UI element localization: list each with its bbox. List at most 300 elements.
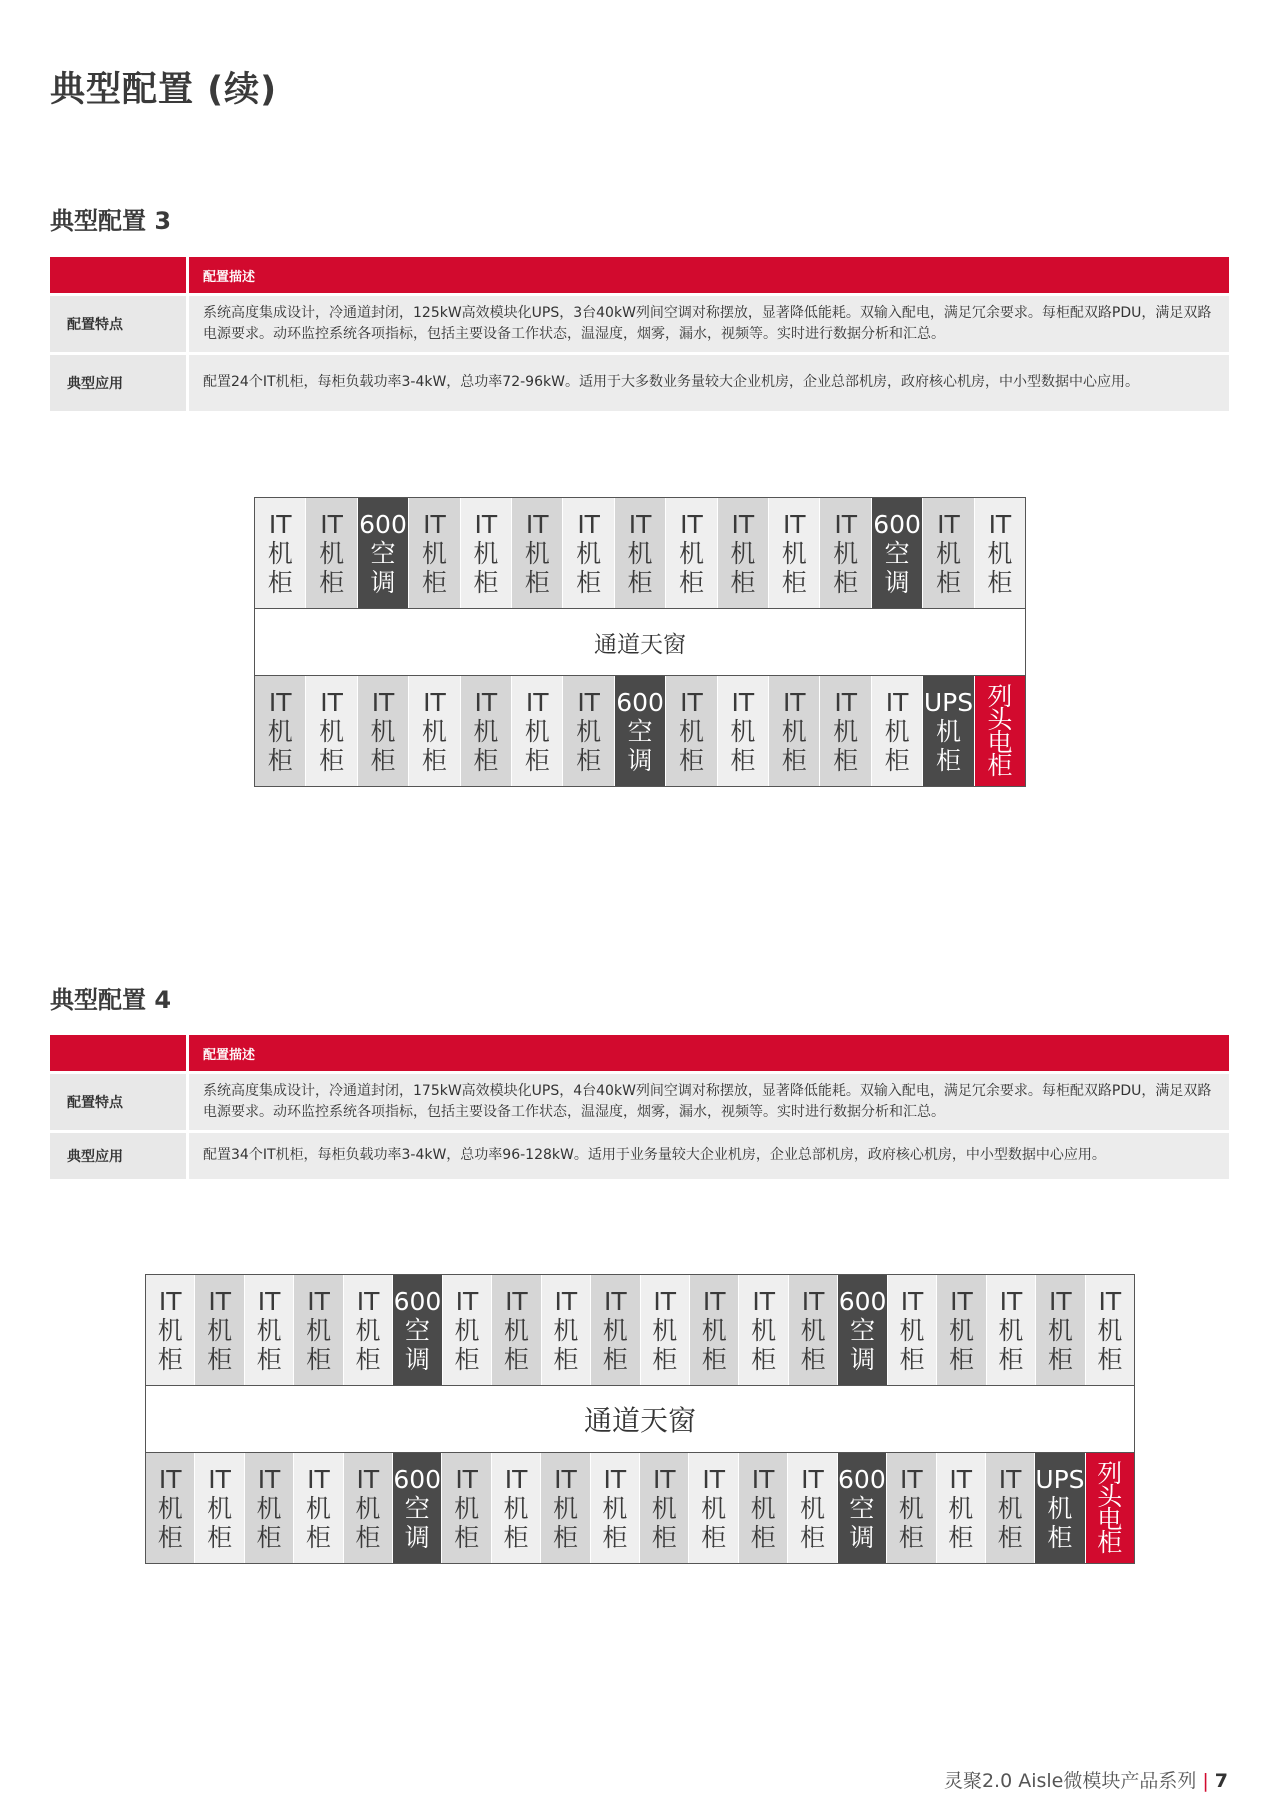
it-cabinet	[739, 1453, 788, 1563]
cabinet-label-line: IT	[525, 509, 549, 539]
cabinet-label-line: IT	[680, 687, 703, 717]
it-cabinet	[358, 676, 409, 786]
cabinet-label-line: 柜	[454, 1522, 480, 1552]
cabinet-label-line: IT	[603, 1286, 627, 1316]
cabinet-label-line: 柜	[678, 567, 704, 597]
cabinet-label-line: 柜	[319, 745, 345, 775]
cabinet-label-line: 柜	[998, 1344, 1024, 1374]
it-cabinet	[1086, 1275, 1134, 1385]
page-footer	[944, 1766, 1228, 1793]
cabinet-label-line: 调	[849, 1522, 875, 1552]
row-label-features: 配置特点	[50, 1074, 186, 1130]
cabinet-label-line: IT	[702, 1286, 726, 1316]
cabinet-label-line: 机	[627, 538, 653, 568]
cabinet-label-line: 机	[899, 1315, 925, 1345]
cabinet-label-line: 柜	[256, 1522, 282, 1552]
cabinet-label-line: 600	[838, 1464, 886, 1494]
it-cabinet	[591, 1453, 640, 1563]
cabinet-label-line: 柜	[207, 1522, 233, 1552]
cabinet-label-line: 柜	[751, 1344, 777, 1374]
cabinet-label-line: IT	[268, 509, 292, 539]
it-cabinet	[666, 498, 717, 608]
it-cabinet	[409, 498, 460, 608]
ac-unit-cabinet	[838, 1453, 887, 1563]
cabinet-label-line: 空	[850, 1315, 876, 1345]
cabinet-label-line: 机	[997, 1493, 1023, 1523]
cabinet-label-line: 空	[884, 538, 910, 568]
cabinet-label-line: IT	[455, 1286, 479, 1316]
cabinet-label-line: 柜	[602, 1522, 628, 1552]
ac-unit-cabinet	[358, 498, 409, 608]
cabinet-label-line: 空	[849, 1493, 875, 1523]
cabinet-label-line: 机	[701, 1315, 727, 1345]
cabinet-label-line: 柜	[800, 1344, 826, 1374]
cabinet-label-line: 柜	[627, 567, 653, 597]
cabinet-label-line: 机	[421, 538, 447, 568]
cabinet-label-line: IT	[320, 687, 343, 717]
cabinet-label-line: 柜	[833, 745, 859, 775]
it-cabinet	[245, 1275, 294, 1385]
it-cabinet	[409, 676, 460, 786]
cabinet-label-line: 柜	[899, 1344, 925, 1374]
cabinet-row-bottom	[146, 1453, 1134, 1563]
cabinet-label-line: IT	[885, 687, 909, 717]
section-title-config4: 典型配置 4	[50, 986, 172, 1014]
ac-unit-cabinet	[615, 676, 666, 786]
cabinet-label-line: 柜	[503, 1344, 529, 1374]
cabinet-label-line: IT	[307, 1286, 330, 1316]
cabinet-label-line: 机	[576, 538, 602, 568]
cabinet-label-line: 机	[1097, 1315, 1123, 1345]
cabinet-label-line: 机	[678, 538, 704, 568]
cabinet-label-line: IT	[834, 687, 857, 717]
cabinet-label-line: 柜	[524, 745, 550, 775]
cabinet-label-line: 柜	[370, 745, 396, 775]
cabinet-label-line: IT	[731, 687, 755, 717]
cabinet-label-line: 柜	[306, 1344, 332, 1374]
table-header-label: 配置描述	[189, 257, 1229, 293]
cabinet-label-line: 柜	[799, 1522, 825, 1552]
cabinet-label-line: 机	[454, 1315, 480, 1345]
cabinet-label-line: 调	[404, 1344, 430, 1374]
cabinet-label-line: 列	[987, 682, 1013, 711]
aisle-skylight: 通道天窗	[146, 1385, 1134, 1453]
cabinet-label-line: IT	[577, 509, 600, 539]
cabinet-label-line: 电	[987, 728, 1013, 757]
cabinet-row-top	[146, 1275, 1134, 1385]
cabinet-label-line: 柜	[781, 567, 807, 597]
cabinet-label-line: IT	[900, 1286, 924, 1316]
it-cabinet	[987, 1275, 1036, 1385]
cabinet-label-line: 机	[998, 1315, 1024, 1345]
cabinet-label-line: 柜	[355, 1344, 381, 1374]
it-cabinet	[563, 676, 614, 786]
cabinet-label-line: 机	[421, 716, 447, 746]
cabinet-label-line: 柜	[997, 1522, 1023, 1552]
it-cabinet	[615, 498, 666, 608]
cabinet-label-line: 机	[935, 538, 961, 568]
cabinet-label-line: IT	[801, 1464, 824, 1494]
cabinet-label-line: 机	[552, 1493, 578, 1523]
table-header-blank	[50, 1035, 186, 1071]
cabinet-label-line: IT	[702, 1464, 725, 1494]
it-cabinet	[541, 1453, 590, 1563]
config3-floor-layout	[254, 497, 1026, 787]
row-label-application: 典型应用	[50, 1133, 186, 1179]
cabinet-label-line: IT	[731, 509, 755, 539]
it-cabinet	[769, 676, 820, 786]
row-label-features: 配置特点	[50, 296, 186, 352]
cabinet-label-line: 机	[781, 538, 807, 568]
it-cabinet	[344, 1453, 393, 1563]
cabinet-label-line: 柜	[473, 745, 499, 775]
cabinet-label-line: 机	[524, 538, 550, 568]
cabinet-label-line: IT	[554, 1464, 577, 1494]
cabinet-label-line: 调	[627, 745, 653, 775]
cabinet-label-line: IT	[474, 687, 498, 717]
cabinet-label-line: 机	[370, 716, 396, 746]
cabinet-label-line: 机	[157, 1315, 183, 1345]
cabinet-label-line: IT	[834, 509, 857, 539]
cabinet-label-line: 机	[207, 1315, 233, 1345]
cabinet-label-line: 机	[473, 716, 499, 746]
cabinet-label-line: 柜	[884, 745, 910, 775]
cabinet-label-line: IT	[998, 1464, 1022, 1494]
it-cabinet	[887, 1453, 936, 1563]
cabinet-label-line: 机	[319, 716, 345, 746]
cabinet-label-line: 柜	[552, 1522, 578, 1552]
cabinet-label-line: IT	[525, 687, 549, 717]
row-text-application: 配置24个IT机柜，每柜负载功率3-4kW，总功率72-96kW。适用于大多数业务量较大企业机房，企业总部机房，政府核心机房，中小型数据中心应用。	[189, 355, 1229, 411]
cabinet-label-line: 柜	[267, 745, 293, 775]
it-cabinet	[937, 1275, 986, 1385]
cabinet-label-line: 机	[898, 1493, 924, 1523]
cabinet-label-line: 柜	[553, 1344, 579, 1374]
cabinet-label-line: 柜	[256, 1344, 282, 1374]
cabinet-label-line: 机	[678, 716, 704, 746]
cabinet-label-line: IT	[603, 1464, 627, 1494]
cabinet-label-line: IT	[937, 509, 960, 539]
row-text-application: 配置34个IT机柜，每柜负载功率3-4kW，总功率96-128kW。适用于业务量较大企业机房，企业总部机房，政府核心机房，中小型数据中心应用。	[189, 1133, 1229, 1179]
cabinet-label-line: 机	[503, 1315, 529, 1345]
cabinet-label-line: 机	[1047, 1493, 1073, 1523]
cabinet-label-line: 机	[524, 716, 550, 746]
cabinet-label-line: 机	[833, 538, 859, 568]
cabinet-label-line: 柜	[503, 1522, 529, 1552]
cabinet-label-line: 机	[306, 1315, 332, 1345]
cabinet-label-line: 柜	[935, 745, 961, 775]
cabinet-label-line: 机	[267, 716, 293, 746]
it-cabinet	[461, 676, 512, 786]
it-cabinet	[718, 498, 769, 608]
cabinet-label-line: 头	[1097, 1482, 1123, 1511]
footer-separator: |	[1202, 1770, 1209, 1792]
cabinet-label-line: 柜	[948, 1522, 974, 1552]
cabinet-label-line: IT	[653, 1286, 677, 1316]
cabinet-label-line: 柜	[602, 1344, 628, 1374]
it-cabinet	[937, 1453, 986, 1563]
ups-cabinet	[923, 676, 974, 786]
it-cabinet	[492, 1275, 541, 1385]
cabinet-label-line: IT	[782, 509, 806, 539]
ac-unit-cabinet	[872, 498, 923, 608]
row-label-application: 典型应用	[50, 355, 186, 411]
cabinet-label-line: 柜	[524, 567, 550, 597]
cabinet-label-line: 柜	[207, 1344, 233, 1374]
cabinet-label-line: 调	[404, 1522, 430, 1552]
it-cabinet	[789, 1275, 838, 1385]
cabinet-label-line: IT	[899, 1464, 923, 1494]
cabinet-label-line: 柜	[781, 745, 807, 775]
it-cabinet	[146, 1453, 195, 1563]
cabinet-label-line: 机	[602, 1493, 628, 1523]
it-cabinet	[255, 498, 306, 608]
cabinet-label-line: 空	[627, 716, 653, 746]
it-cabinet	[461, 498, 512, 608]
it-cabinet	[512, 498, 563, 608]
cabinet-label-line: 柜	[652, 1344, 678, 1374]
cabinet-label-line: 机	[799, 1493, 825, 1523]
cabinet-label-line: IT	[257, 1286, 281, 1316]
ac-unit-cabinet	[838, 1275, 887, 1385]
cabinet-row-bottom	[255, 676, 1025, 786]
it-cabinet	[872, 676, 923, 786]
cabinet-row-top	[255, 498, 1025, 608]
cabinet-label-line: 柜	[473, 567, 499, 597]
it-cabinet	[690, 1275, 739, 1385]
cabinet-label-line: 调	[850, 1344, 876, 1374]
cabinet-label-line: 机	[305, 1493, 331, 1523]
cabinet-label-line: 机	[1047, 1315, 1073, 1345]
cabinet-label-line: 机	[319, 538, 345, 568]
it-cabinet	[492, 1453, 541, 1563]
cabinet-label-line: 600	[616, 687, 664, 717]
cabinet-label-line: 柜	[987, 567, 1013, 597]
cabinet-label-line: IT	[307, 1464, 330, 1494]
cabinet-label-line: IT	[320, 509, 343, 539]
cabinet-label-line: 机	[256, 1493, 282, 1523]
cabinet-label-line: 头	[987, 705, 1013, 734]
power-distribution-cabinet	[975, 676, 1025, 786]
cabinet-label-line: 柜	[651, 1522, 677, 1552]
cabinet-label-line: IT	[752, 1286, 775, 1316]
cabinet-label-line: 机	[355, 1315, 381, 1345]
cabinet-label-line: 机	[553, 1315, 579, 1345]
cabinet-label-line: IT	[505, 1286, 528, 1316]
cabinet-label-line: 空	[370, 538, 396, 568]
cabinet-label-line: 柜	[305, 1522, 331, 1552]
it-cabinet	[689, 1453, 738, 1563]
cabinet-label-line: IT	[474, 509, 498, 539]
cabinet-label-line: IT	[950, 1286, 973, 1316]
it-cabinet	[195, 1453, 244, 1563]
it-cabinet	[563, 498, 614, 608]
cabinet-label-line: 柜	[421, 745, 447, 775]
cabinet-label-line: 600	[393, 1464, 442, 1494]
cabinet-label-line: 机	[935, 716, 961, 746]
cabinet-label-line: 柜	[730, 567, 756, 597]
cabinet-label-line: IT	[504, 1464, 528, 1494]
cabinet-label-line: IT	[949, 1464, 973, 1494]
cabinet-label-line: 柜	[576, 567, 602, 597]
cabinet-label-line: 柜	[701, 1522, 727, 1552]
cabinet-label-line: 机	[730, 538, 756, 568]
cabinet-label-line: 机	[355, 1493, 381, 1523]
cabinet-label-line: 机	[781, 716, 807, 746]
cabinet-label-line: 柜	[701, 1344, 727, 1374]
it-cabinet	[306, 676, 357, 786]
cabinet-label-line: IT	[257, 1464, 281, 1494]
cabinet-label-line: 机	[701, 1493, 727, 1523]
cabinet-label-line: 机	[157, 1493, 183, 1523]
cabinet-label-line: 机	[651, 1493, 677, 1523]
cabinet-label-line: 调	[884, 567, 910, 597]
cabinet-label-line: 柜	[833, 567, 859, 597]
cabinet-label-line: 柜	[730, 745, 756, 775]
cabinet-label-line: 柜	[355, 1522, 381, 1552]
row-text-features: 系统高度集成设计，冷通道封闭，175kW高效模块化UPS，4台40kW列间空调对称摆放，显著降低能耗。双输入配电，满足冗余要求。每柜配双路PDU，满足双路电源要求。动环监控系统各项指标，包括主要设备工作状态，温湿度，烟雾，漏水，视频等。实时进行数据分析和汇总。	[189, 1074, 1229, 1130]
cabinet-label-line: IT	[554, 1286, 578, 1316]
it-cabinet	[923, 498, 974, 608]
config4-description-table	[50, 1035, 1226, 1179]
cabinet-label-line: 电	[1097, 1505, 1123, 1534]
cabinet-label-line: 机	[833, 716, 859, 746]
cabinet-label-line: 600	[393, 1286, 442, 1316]
cabinet-label-line: 机	[730, 716, 756, 746]
cabinet-label-line: 600	[359, 509, 407, 539]
it-cabinet	[255, 676, 306, 786]
cabinet-label-line: 柜	[1097, 1528, 1123, 1557]
it-cabinet	[788, 1453, 837, 1563]
cabinet-label-line: IT	[455, 1464, 478, 1494]
cabinet-label-line: 机	[576, 716, 602, 746]
cabinet-label-line: 柜	[454, 1344, 480, 1374]
cabinet-label-line: IT	[208, 1464, 231, 1494]
it-cabinet	[443, 1275, 492, 1385]
it-cabinet	[739, 1275, 788, 1385]
it-cabinet	[146, 1275, 195, 1385]
it-cabinet	[888, 1275, 937, 1385]
cabinet-label-line: 600	[838, 1286, 887, 1316]
it-cabinet	[195, 1275, 244, 1385]
table-header-label: 配置描述	[189, 1035, 1229, 1071]
it-cabinet	[542, 1275, 591, 1385]
cabinet-label-line: 机	[256, 1315, 282, 1345]
cabinet-label-line: 柜	[267, 567, 293, 597]
it-cabinet	[640, 1453, 689, 1563]
it-cabinet	[820, 498, 871, 608]
cabinet-label-line: 柜	[421, 567, 447, 597]
cabinet-label-line: 机	[652, 1315, 678, 1345]
cabinet-label-line: 机	[602, 1315, 628, 1345]
cabinet-label-line: IT	[423, 687, 446, 717]
cabinet-label-line: IT	[628, 509, 652, 539]
cabinet-label-line: UPS	[923, 687, 974, 717]
cabinet-label-line: 调	[370, 567, 396, 597]
cabinet-label-line: 柜	[1047, 1522, 1073, 1552]
it-cabinet	[718, 676, 769, 786]
cabinet-label-line: IT	[268, 687, 292, 717]
cabinet-label-line: IT	[988, 509, 1012, 539]
cabinet-label-line: 机	[750, 1493, 776, 1523]
cabinet-label-line: IT	[423, 509, 446, 539]
it-cabinet	[294, 1453, 343, 1563]
it-cabinet	[820, 676, 871, 786]
it-cabinet	[512, 676, 563, 786]
cabinet-label-line: 柜	[678, 745, 704, 775]
cabinet-label-line: UPS	[1035, 1464, 1085, 1494]
config4-floor-layout	[145, 1274, 1135, 1564]
it-cabinet	[975, 498, 1025, 608]
cabinet-label-line: 机	[503, 1493, 529, 1523]
cabinet-label-line: 机	[454, 1493, 480, 1523]
section-title-config3: 典型配置 3	[50, 207, 172, 235]
cabinet-label-line: 柜	[935, 567, 961, 597]
cabinet-label-line: 机	[948, 1315, 974, 1345]
cabinet-label-line: IT	[782, 687, 806, 717]
cabinet-label-line: IT	[577, 687, 600, 717]
cabinet-label-line: 柜	[1047, 1344, 1073, 1374]
cabinet-label-line: 空	[404, 1493, 430, 1523]
cabinet-label-line: 柜	[1097, 1344, 1123, 1374]
cabinet-label-line: 机	[267, 538, 293, 568]
it-cabinet	[769, 498, 820, 608]
cabinet-label-line: IT	[1098, 1286, 1122, 1316]
cabinet-label-line: 机	[948, 1493, 974, 1523]
cabinet-label-line: IT	[680, 509, 703, 539]
cabinet-label-line: IT	[356, 1286, 380, 1316]
cabinet-label-line: IT	[652, 1464, 676, 1494]
cabinet-label-line: 600	[873, 509, 921, 539]
cabinet-label-line: 机	[800, 1315, 826, 1345]
cabinet-label-line: IT	[371, 687, 395, 717]
cabinet-label-line: 列	[1097, 1459, 1123, 1488]
page-title: 典型配置 (续)	[50, 70, 278, 110]
cabinet-label-line: 机	[207, 1493, 233, 1523]
cabinet-label-line: 机	[473, 538, 499, 568]
it-cabinet	[986, 1453, 1035, 1563]
cabinet-label-line: 柜	[948, 1344, 974, 1374]
cabinet-label-line: 机	[884, 716, 910, 746]
cabinet-label-line: IT	[208, 1286, 231, 1316]
it-cabinet	[294, 1275, 343, 1385]
cabinet-label-line: 柜	[319, 567, 345, 597]
cabinet-label-line: IT	[158, 1286, 182, 1316]
cabinet-label-line: 柜	[987, 751, 1013, 780]
it-cabinet	[344, 1275, 393, 1385]
cabinet-label-line: IT	[751, 1464, 775, 1494]
aisle-skylight: 通道天窗	[255, 608, 1025, 676]
it-cabinet	[306, 498, 357, 608]
cabinet-label-line: 柜	[750, 1522, 776, 1552]
cabinet-label-line: 柜	[157, 1522, 183, 1552]
it-cabinet	[591, 1275, 640, 1385]
it-cabinet	[666, 676, 717, 786]
power-distribution-cabinet	[1086, 1453, 1134, 1563]
cabinet-label-line: 柜	[898, 1522, 924, 1552]
footer-product-name: 灵聚2.0 Aisle微模块产品系列	[943, 1770, 1197, 1792]
ups-cabinet	[1035, 1453, 1085, 1563]
cabinet-label-line: 空	[404, 1315, 430, 1345]
ac-unit-cabinet	[393, 1275, 442, 1385]
it-cabinet	[245, 1453, 294, 1563]
cabinet-label-line: 柜	[157, 1344, 183, 1374]
table-header-blank	[50, 257, 186, 293]
cabinet-label-line: 机	[987, 538, 1013, 568]
it-cabinet	[1036, 1275, 1085, 1385]
cabinet-label-line: IT	[158, 1464, 182, 1494]
cabinet-label-line: IT	[801, 1286, 825, 1316]
